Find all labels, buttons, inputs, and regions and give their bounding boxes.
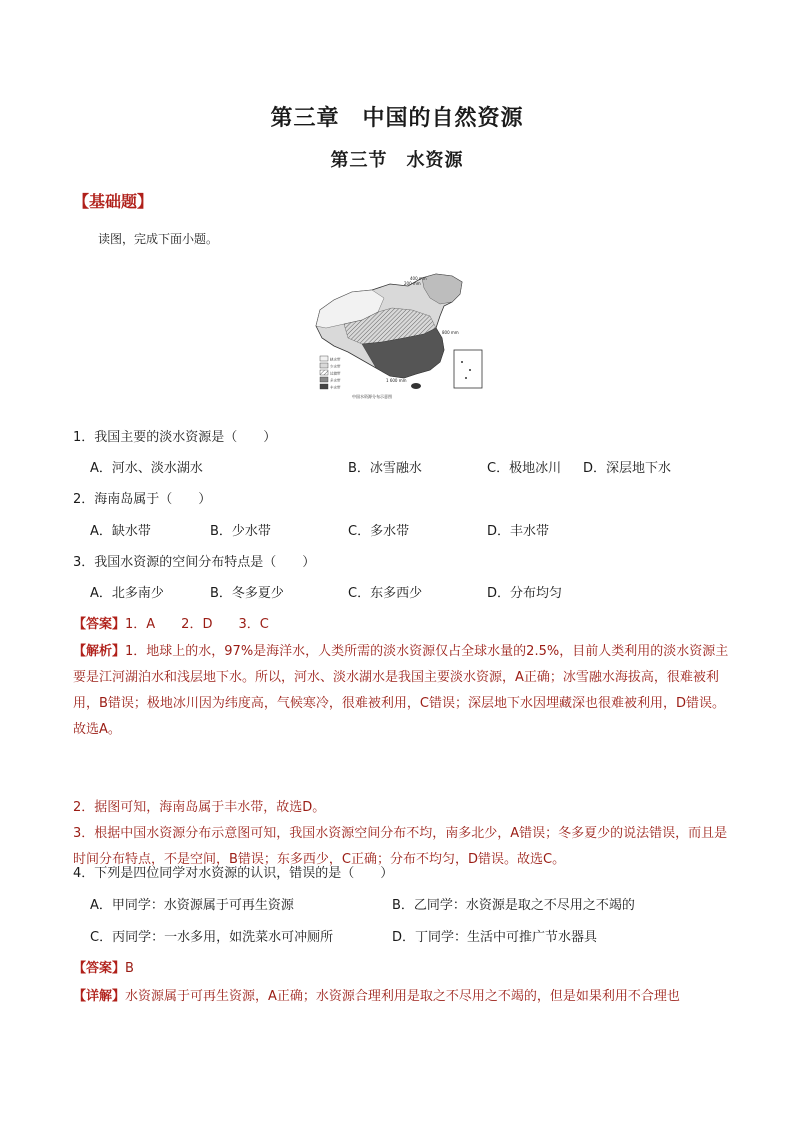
q3-option-a: A．北多南少 bbox=[90, 586, 164, 601]
detail-paragraph bbox=[73, 984, 733, 1010]
q2-option-d: D．丰水带 bbox=[487, 524, 550, 539]
q1-option-b: B．冰雪融水 bbox=[348, 461, 422, 476]
q3-option-c: C．东多西少 bbox=[348, 586, 423, 601]
hainan-island bbox=[411, 383, 421, 389]
legend-label: 丰水带 bbox=[330, 385, 341, 390]
section-title: 第三节 水资源 bbox=[330, 150, 464, 171]
intro-text: 读图，完成下面小题。 bbox=[98, 232, 219, 246]
map-legend bbox=[320, 356, 341, 390]
answer-block-1 bbox=[73, 613, 269, 632]
china-water-map-figure bbox=[312, 272, 490, 402]
south-sea-inset bbox=[454, 350, 482, 388]
iso-label: 200 mm bbox=[404, 281, 421, 286]
question-2-stem: 2．海南岛属于（ ） bbox=[73, 492, 212, 507]
q4-option-d: D．丁同学：生活中可推广节水器具 bbox=[392, 930, 598, 945]
q1-option-d: D．深层地下水 bbox=[583, 461, 672, 476]
legend-label: 多水带 bbox=[330, 378, 341, 383]
legend-label: 缺水带 bbox=[330, 357, 341, 362]
q2-option-a: A．缺水带 bbox=[90, 524, 151, 539]
question-3-stem: 3．我国水资源的空间分布特点是（ ） bbox=[73, 555, 316, 570]
answer-label: 【答案】 bbox=[73, 961, 126, 976]
detail-label: 【详解】 bbox=[73, 989, 126, 1004]
question-1-stem: 1．我国主要的淡水资源是（ ） bbox=[73, 430, 277, 445]
q2-option-c: C．多水带 bbox=[348, 524, 410, 539]
iso-label: 400 mm bbox=[410, 276, 427, 281]
chapter-title: 第三章 中国的自然资源 bbox=[270, 106, 524, 131]
answer-text: B bbox=[125, 961, 134, 976]
answer-block-2 bbox=[73, 957, 134, 976]
q1-option-a: A．河水、淡水湖水 bbox=[90, 461, 203, 476]
legend-label: 少水带 bbox=[330, 364, 341, 369]
q4-option-c: C．丙同学：一水多用，如洗菜水可冲厕所 bbox=[90, 930, 334, 945]
q1-option-c: C．极地冰川 bbox=[487, 461, 562, 476]
answer-label: 【答案】 bbox=[73, 617, 126, 632]
q3-option-b: B．冬多夏少 bbox=[210, 586, 284, 601]
answer-text: 1．A 2．D 3．C bbox=[125, 617, 269, 632]
q3-option-d: D．分布均匀 bbox=[487, 586, 563, 601]
legend-label: 过渡带 bbox=[330, 371, 341, 376]
analysis-paragraph-2: 2．据图可知，海南岛属于丰水带，故选D。 bbox=[73, 800, 326, 815]
question-4-stem: 4．下列是四位同学对水资源的认识，错误的是（ ） bbox=[73, 866, 394, 881]
analysis-paragraph-1 bbox=[73, 639, 733, 743]
detail-text: 水资源属于可再生资源，A正确；水资源合理利用是取之不尽用之不竭的，但是如果利用不合理也 bbox=[125, 989, 680, 1004]
iso-label: 800 mm bbox=[442, 330, 459, 335]
section-tag: 【基础题】 bbox=[73, 192, 154, 211]
q4-option-a: A．甲同学：水资源属于可再生资源 bbox=[90, 898, 294, 913]
q4-option-b: B．乙同学：水资源是取之不尽用之不竭的 bbox=[392, 898, 635, 913]
q2-option-b: B．少水带 bbox=[210, 524, 271, 539]
analysis-text-1: 1．地球上的水，97%是海洋水，人类所需的淡水资源仅占全球水量的2.5%，目前人类利用的淡水资源主要是江河湖泊水和浅层地下水。所以，河水、淡水湖水是我国主要淡水资源，A正确；冰雪融水海拔高，很难被利用，B错误；极地冰川因为纬度高，气候寒冷，很难被利用，C错误；深层地下水因埋藏深也很难被利用，D错误。故选A。 bbox=[73, 644, 729, 737]
analysis-paragraph-3: 3．根据中国水资源分布示意图可知，我国水资源空间分布不均，南多北少，A错误；冬多夏少的说法错误，而且是时间分布特点，不是空间，B错误；东多西少，C正确；分布不均匀，D错误。故选C。 bbox=[73, 826, 728, 867]
iso-label: 1 600 mm bbox=[386, 378, 407, 383]
map-caption: 中国水资源分布示意图 bbox=[352, 394, 392, 399]
analysis-label: 【解析】 bbox=[73, 644, 126, 659]
